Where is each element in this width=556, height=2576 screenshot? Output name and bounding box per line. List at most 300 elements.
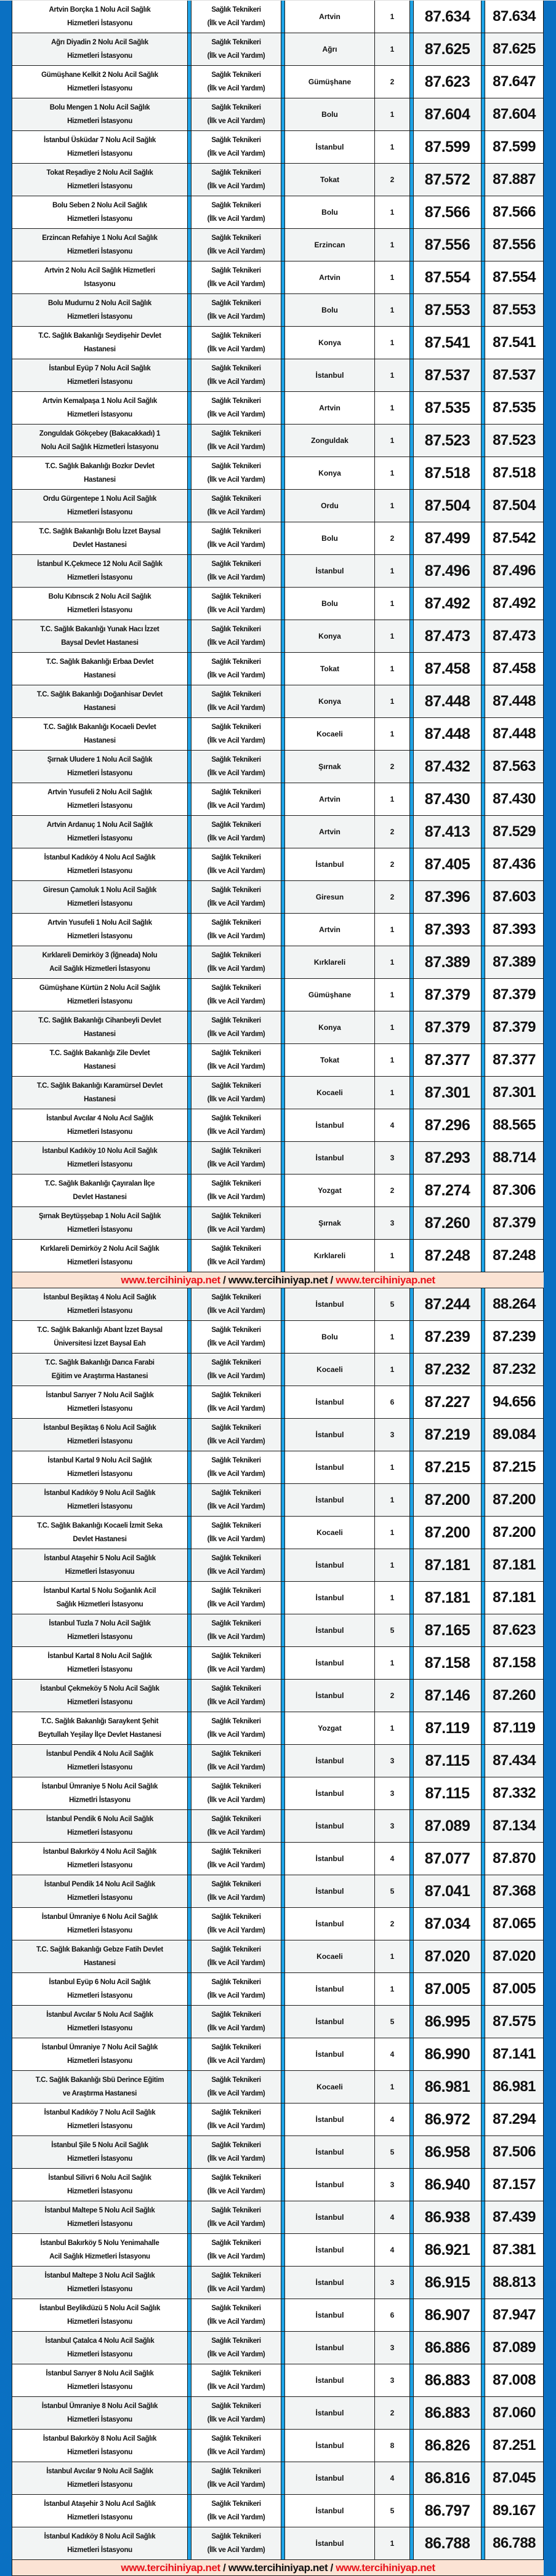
city-name: İstanbul [315, 2311, 344, 2319]
column-divider [281, 1354, 285, 1386]
city-name: İstanbul [315, 2213, 344, 2222]
base-score: 87.518 [424, 464, 470, 482]
program-name: Sağlık Teknikeri (İlk ve Acil Yardım) [207, 2174, 265, 2195]
table-row [12, 2103, 544, 2136]
column-divider [281, 1745, 285, 1777]
website-link[interactable]: www.tercihiniyap.net [228, 1274, 328, 1286]
quota-count: 1 [390, 1985, 395, 1993]
column-divider [281, 1908, 285, 1940]
program-name: Sağlık Teknikeri (İlk ve Acil Yardım) [207, 1082, 265, 1103]
column-divider [281, 1288, 285, 1320]
column-divider [481, 1549, 485, 1581]
table-row [12, 66, 544, 98]
column-divider [481, 1484, 485, 1516]
city-name: İstanbul [315, 1430, 344, 1439]
top-score: 87.045 [485, 2462, 544, 2494]
city-name: Ağrı [322, 45, 337, 54]
top-score: 87.005 [485, 1973, 544, 2005]
city-name: İstanbul [315, 2050, 344, 2059]
city-name: İstanbul [315, 2343, 344, 2352]
program-name: Sağlık Teknikeri (İlk ve Acil Yardım) [207, 1848, 265, 1869]
column-divider [281, 2267, 285, 2299]
top-score: 87.008 [485, 2364, 544, 2396]
quota-count: 1 [390, 2539, 395, 2548]
column-divider [481, 261, 485, 293]
base-score: 87.430 [424, 790, 470, 808]
base-score: 87.232 [424, 1360, 470, 1378]
base-score: 87.020 [424, 1947, 470, 1965]
column-divider [481, 1940, 485, 1972]
program-name: Sağlık Teknikeri (İlk ve Acil Yardım) [207, 300, 265, 321]
table-row [12, 2071, 544, 2103]
city-name: Bolu [321, 208, 338, 217]
base-score: 87.523 [424, 431, 470, 449]
column-divider [187, 881, 191, 913]
top-score: 87.870 [485, 1843, 544, 1875]
city-name: Konya [318, 697, 341, 706]
institution-name: İstanbul Ümraniye 6 Nolu Acil Sağlık Hizmetleri İstasyonu [12, 1908, 187, 1940]
quota-count: 3 [390, 1789, 395, 1798]
city-name: İstanbul [315, 2180, 344, 2189]
table-row [12, 2201, 544, 2234]
program-name: Sağlık Teknikeri (İlk ve Acil Yardım) [207, 1050, 265, 1071]
column-divider [481, 490, 485, 522]
base-score: 87.393 [424, 920, 470, 938]
table-row [12, 229, 544, 261]
column-divider [187, 848, 191, 880]
website-link[interactable]: www.tercihiniyap.net [336, 1274, 435, 1286]
institution-name: T.C. Sağlık Bakanlığı Erbaa Devlet Hastanesi [12, 653, 187, 685]
column-divider [481, 1142, 485, 1174]
city-name: Artvin [319, 12, 340, 21]
top-score: 87.200 [485, 1517, 544, 1549]
column-divider [409, 2038, 414, 2070]
column-divider [409, 1582, 414, 1614]
column-divider [481, 1712, 485, 1744]
column-divider [481, 555, 485, 587]
top-score: 87.181 [485, 1549, 544, 1581]
quota-count: 1 [390, 469, 395, 477]
column-divider [281, 1712, 285, 1744]
column-divider [481, 1810, 485, 1842]
quota-count: 3 [390, 1219, 395, 1227]
base-score: 86.958 [424, 2143, 470, 2161]
top-score: 87.625 [485, 33, 544, 65]
program-name: Sağlık Teknikeri (İlk ve Acil Yardım) [207, 137, 265, 158]
program-name: Sağlık Teknikeri (İlk ve Acil Yardım) [207, 1424, 265, 1445]
base-score: 87.041 [424, 1882, 470, 1900]
quota-count: 1 [390, 697, 395, 706]
base-score: 86.907 [424, 2306, 470, 2324]
column-divider [409, 1908, 414, 1940]
column-divider [187, 327, 191, 359]
city-name: Kırklareli [313, 958, 346, 967]
column-divider [481, 1044, 485, 1076]
program-name: Sağlık Teknikeri (İlk ve Acil Yardım) [207, 952, 265, 973]
top-score: 87.599 [485, 131, 544, 163]
table-row [12, 718, 544, 751]
institution-name: Kırklareli Demirköy 2 Nolu Acil Sağlık Hizmetleri İstasyonu [12, 1240, 187, 1272]
top-score: 87.379 [485, 1207, 544, 1239]
institution-name: İstanbul Eyüp 7 Nolu Acil Sağlık Hizmetleri İstasyonu [12, 359, 187, 391]
column-divider [281, 327, 285, 359]
column-divider [409, 425, 414, 457]
column-divider [409, 653, 414, 685]
program-name: Sağlık Teknikeri (İlk ve Acil Yardım) [207, 1147, 265, 1168]
table-row [12, 653, 544, 685]
quota-count: 4 [390, 2246, 395, 2254]
city-name: Kırklareli [313, 1251, 346, 1260]
quota-count: 4 [390, 2115, 395, 2124]
column-divider [481, 1109, 485, 1141]
base-score: 87.448 [424, 725, 470, 743]
city-name: Zonguldak [311, 436, 349, 445]
column-divider [281, 2006, 285, 2038]
base-score: 86.826 [424, 2436, 470, 2454]
base-score: 87.260 [424, 1214, 470, 1232]
institution-name: İstanbul Üsküdar 7 Nolu Acil Sağlık Hizmetleri İstasyonu [12, 131, 187, 163]
table-row [12, 685, 544, 718]
column-divider [281, 1142, 285, 1174]
quota-count: 2 [390, 1186, 395, 1195]
quota-count: 1 [390, 306, 395, 314]
table-row [12, 1647, 544, 1680]
institution-name: İstanbul Kadıköy 4 Nolu Acıl Sağlık Hizmetleri Istasyonu [12, 848, 187, 880]
top-score: 88.565 [485, 1109, 544, 1141]
table-row [12, 2430, 544, 2462]
top-score: 87.379 [485, 1011, 544, 1043]
column-divider [281, 33, 285, 65]
column-divider [187, 816, 191, 848]
table-row [12, 2299, 544, 2332]
column-divider [281, 1582, 285, 1614]
program-name: Sağlık Teknikeri (İlk ve Acil Yardım) [207, 2076, 265, 2097]
column-divider [187, 2527, 191, 2559]
quota-count: 1 [390, 501, 395, 510]
program-name: Sağlık Teknikeri (İlk ve Acil Yardım) [207, 1783, 265, 1804]
quota-count: 1 [390, 1023, 395, 1032]
base-score: 87.158 [424, 1654, 470, 1672]
quota-count: 2 [390, 860, 395, 869]
column-divider [409, 979, 414, 1011]
program-name: Sağlık Teknikeri (İlk ve Acil Yardım) [207, 2044, 265, 2065]
base-score: 87.396 [424, 888, 470, 906]
quota-count: 2 [390, 1920, 395, 1928]
website-link[interactable]: www.tercihiniyap.net [336, 2561, 435, 2574]
column-divider [187, 1044, 191, 1076]
column-divider [481, 1240, 485, 1272]
program-name: Sağlık Teknikeri (İlk ve Acil Yardım) [207, 463, 265, 484]
institution-name: T.C. Sağlık Bakanlığı Gebze Fatih Devlet Hastanesi [12, 1940, 187, 1972]
quota-count: 5 [390, 1887, 395, 1896]
top-score: 87.239 [485, 1321, 544, 1353]
column-divider [481, 1908, 485, 1940]
column-divider [281, 1451, 285, 1483]
program-name: Sağlık Teknikeri (İlk ve Acil Yardım) [207, 332, 265, 353]
base-score: 87.504 [424, 496, 470, 514]
column-divider [481, 196, 485, 228]
column-divider [187, 1549, 191, 1581]
top-score: 87.158 [485, 1647, 544, 1679]
base-score: 87.146 [424, 1686, 470, 1704]
city-name: Şırnak [318, 1219, 341, 1227]
program-name: Sağlık Teknikeri (İlk ve Acil Yardım) [207, 1213, 265, 1234]
table-row [12, 2462, 544, 2495]
column-divider [409, 66, 414, 98]
column-divider [187, 1240, 191, 1272]
column-divider [481, 1207, 485, 1239]
institution-name: İstanbul Maltepe 3 Nolu Acil Sağlık Hizmetleri İstasyonu [12, 2267, 187, 2299]
column-divider [409, 1647, 414, 1679]
program-name: Sağlık Teknikeri (İlk ve Acil Yardım) [207, 919, 265, 940]
banner-separator: / [328, 2561, 336, 2574]
column-divider [409, 620, 414, 652]
column-divider [481, 131, 485, 163]
institution-name: İstanbul Pendik 6 Nolu Acil Sağlık Hizmetleri İstasyonu [12, 1810, 187, 1842]
column-divider [409, 1288, 414, 1320]
city-name: İstanbul [315, 1985, 344, 1993]
column-divider [481, 164, 485, 196]
table-row [12, 555, 544, 588]
column-divider [481, 751, 485, 783]
institution-name: İstanbul Bakırköy 4 Nolu Acil Sağlık Hizmetleri İstasyonu [12, 1843, 187, 1875]
table-row [12, 2332, 544, 2364]
quota-count: 1 [390, 1724, 395, 1733]
column-divider [481, 685, 485, 717]
column-divider [481, 2006, 485, 2038]
column-divider [281, 2332, 285, 2364]
column-divider [409, 1614, 414, 1646]
column-divider [409, 2201, 414, 2233]
column-divider [481, 653, 485, 685]
column-divider [187, 783, 191, 815]
base-score: 86.940 [424, 2175, 470, 2193]
column-divider [281, 816, 285, 848]
base-score: 87.473 [424, 627, 470, 645]
top-score: 87.458 [485, 653, 544, 685]
column-divider [409, 1386, 414, 1418]
table-row [12, 1207, 544, 1240]
city-name: Bolu [321, 599, 338, 608]
column-divider [481, 1077, 485, 1109]
institution-name: İstanbul Beylikdüzü 5 Nolu Acil Sağlık Hizmetleri İstasyonu [12, 2299, 187, 2331]
column-divider [187, 1810, 191, 1842]
program-name: Sağlık Teknikeri (İlk ve Acil Yardım) [207, 6, 265, 27]
base-score: 87.165 [424, 1621, 470, 1639]
table-row [12, 1109, 544, 1142]
program-name: Sağlık Teknikeri (İlk ve Acil Yardım) [207, 2207, 265, 2228]
column-divider [481, 457, 485, 489]
website-link[interactable]: www.tercihiniyap.net [121, 1274, 220, 1286]
base-score: 86.938 [424, 2208, 470, 2226]
top-score: 89.167 [485, 2495, 544, 2527]
program-name: Sağlık Teknikeri (İlk ve Acil Yardım) [207, 1392, 265, 1413]
quota-count: 1 [390, 110, 395, 119]
column-divider [281, 2299, 285, 2331]
institution-name: Artvin Yusufeli 1 Nolu Acil Sağlık Hizmetleri İstasyonu [12, 914, 187, 946]
base-score: 87.541 [424, 333, 470, 351]
column-divider [187, 1011, 191, 1043]
quota-count: 1 [390, 925, 395, 934]
city-name: Kocaeli [316, 730, 343, 738]
institution-name: İstanbul Avcılar 5 Nolu Acıl Sağlık Hizmetleri Istasyonu [12, 2006, 187, 2038]
column-divider [281, 1549, 285, 1581]
table-row [12, 2397, 544, 2430]
top-score: 87.430 [485, 783, 544, 815]
city-name: İstanbul [315, 2115, 344, 2124]
column-divider [187, 229, 191, 261]
city-name: İstanbul [315, 1561, 344, 1569]
website-link[interactable]: www.tercihiniyap.net [121, 2561, 220, 2574]
top-score: 87.332 [485, 1777, 544, 1809]
top-score: 87.504 [485, 490, 544, 522]
column-divider [187, 1142, 191, 1174]
column-divider [187, 1908, 191, 1940]
city-name: İstanbul [315, 1593, 344, 1602]
program-name: Sağlık Teknikeri (İlk ve Acil Yardım) [207, 593, 265, 614]
column-divider [409, 2006, 414, 2038]
top-score: 87.301 [485, 1077, 544, 1109]
institution-name: Ağrı Diyadin 2 Nolu Acil Sağlık Hizmetleri İstasyonu [12, 33, 187, 65]
institution-name: İstanbul Maltepe 5 Nolu Acil Sağlık Hizmetleri İstasyonu [12, 2201, 187, 2233]
column-divider [409, 2071, 414, 2103]
program-name: Sağlık Teknikeri (İlk ve Acil Yardım) [207, 2403, 265, 2423]
column-divider [481, 294, 485, 326]
institution-name: İstanbul Ümraniye 5 Nolu Acil Sağlık Hizmetlri İstasyonu [12, 1777, 187, 1809]
quota-count: 1 [390, 2083, 395, 2091]
column-divider [187, 685, 191, 717]
column-divider [281, 1647, 285, 1679]
program-name: Sağlık Teknikeri (İlk ve Acil Yardım) [207, 397, 265, 418]
quota-count: 1 [390, 599, 395, 608]
table-row [12, 1908, 544, 1940]
column-divider [409, 1142, 414, 1174]
column-divider [281, 1077, 285, 1109]
column-divider [281, 131, 285, 163]
top-score: 87.379 [485, 979, 544, 1011]
column-divider [281, 2364, 285, 2396]
table-row [12, 2169, 544, 2201]
city-name: İstanbul [315, 2017, 344, 2026]
top-score: 87.553 [485, 294, 544, 326]
column-divider [187, 196, 191, 228]
city-name: Tokat [320, 664, 340, 673]
institution-name: İstanbul Kadıköy 9 Nolu Acil Sağlık Hizmetleri İstasyonu [12, 1484, 187, 1516]
column-divider [409, 196, 414, 228]
city-name: Artvin [319, 827, 340, 836]
city-name: Yozgat [318, 1724, 342, 1733]
program-name: Sağlık Teknikeri (İlk ve Acil Yardım) [207, 1750, 265, 1771]
base-score: 87.405 [424, 855, 470, 873]
base-score: 87.181 [424, 1589, 470, 1606]
column-divider [281, 2495, 285, 2527]
column-divider [409, 1109, 414, 1141]
base-score: 87.181 [424, 1556, 470, 1574]
column-divider [481, 1647, 485, 1679]
city-name: Erzincan [314, 241, 345, 249]
quota-count: 1 [390, 1561, 395, 1569]
institution-name: İstanbul Pendik 14 Nolu Acil Sağlık Hizmetleri İstasyonu [12, 1875, 187, 1907]
website-banner [12, 2560, 544, 2576]
column-divider [481, 2038, 485, 2070]
column-divider [409, 392, 414, 424]
institution-name: İstanbul Ataşehir 5 Nolu Acil Sağlık Hizmetleri İstasyonuu [12, 1549, 187, 1581]
city-name: Yozgat [318, 1186, 342, 1195]
column-divider [281, 881, 285, 913]
institution-name: Erzincan Refahiye 1 Nolu Acıl Sağlık Hizmetleri İstasyonu [12, 229, 187, 261]
base-score: 87.296 [424, 1116, 470, 1134]
city-name: İstanbul [315, 1463, 344, 1472]
city-name: Kocaeli [316, 1952, 343, 1961]
quota-count: 1 [390, 45, 395, 54]
base-score: 87.604 [424, 105, 470, 123]
column-divider [409, 490, 414, 522]
institution-name: İstanbul Tuzla 7 Nolu Acil Sağlık Hizmetleri İstasyonu [12, 1614, 187, 1646]
table-row [12, 1614, 544, 1647]
city-name: Tokat [320, 1056, 340, 1064]
column-divider [187, 751, 191, 783]
column-divider [281, 1044, 285, 1076]
column-divider [187, 2169, 191, 2201]
base-score: 87.389 [424, 953, 470, 971]
top-score: 87.634 [485, 1, 544, 33]
base-score: 87.599 [424, 138, 470, 156]
top-score: 87.251 [485, 2430, 544, 2462]
table-row [12, 1, 544, 33]
city-name: Gümüşhane [308, 991, 352, 999]
column-divider [187, 2071, 191, 2103]
table-row [12, 1354, 544, 1386]
program-name: Sağlık Teknikeri (İlk ve Acil Yardım) [207, 626, 265, 647]
column-divider [281, 1, 285, 33]
column-divider [409, 1174, 414, 1206]
institution-name: T.C. Sağlık Bakanlığı Sbü Derince Eğitim ve Araştırma Hastanesi [12, 2071, 187, 2103]
website-link[interactable]: www.tercihiniyap.net [228, 2561, 328, 2574]
quota-count: 3 [390, 2376, 395, 2385]
column-divider [187, 2299, 191, 2331]
top-score: 87.248 [485, 1240, 544, 1272]
program-name: Sağlık Teknikeri (İlk ve Acil Yardım) [207, 2011, 265, 2032]
column-divider [481, 2267, 485, 2299]
column-divider [187, 425, 191, 457]
column-divider [281, 620, 285, 652]
top-score: 87.181 [485, 1582, 544, 1614]
institution-name: Şırnak Uludere 1 Nolu Acil Sağlık Hizmetleri İstasyonu [12, 751, 187, 783]
quota-count: 1 [390, 567, 395, 575]
institution-name: İstanbul Pendik 4 Nolu Acil Sağlık Hizmetleri İstasyonu [12, 1745, 187, 1777]
city-name: İstanbul [315, 143, 344, 151]
top-score: 86.981 [485, 2071, 544, 2103]
column-divider [187, 1419, 191, 1451]
column-divider [281, 1484, 285, 1516]
column-divider [187, 131, 191, 163]
column-divider [281, 425, 285, 457]
column-divider [409, 229, 414, 261]
quota-count: 3 [390, 2343, 395, 2352]
city-name: Bolu [321, 110, 338, 119]
base-score: 86.995 [424, 2012, 470, 2030]
quota-count: 1 [390, 1496, 395, 1504]
column-divider [409, 718, 414, 750]
top-score: 87.566 [485, 196, 544, 228]
table-row [12, 1517, 544, 1549]
quota-count: 1 [390, 991, 395, 999]
column-divider [409, 1321, 414, 1353]
top-score: 87.554 [485, 261, 544, 293]
institution-name: T.C. Sağlık Bakanlığı Karamürsel Devlet Hastanesi [12, 1077, 187, 1109]
top-score: 87.523 [485, 425, 544, 457]
program-name: Sağlık Teknikeri (İlk ve Acil Yardım) [207, 71, 265, 92]
